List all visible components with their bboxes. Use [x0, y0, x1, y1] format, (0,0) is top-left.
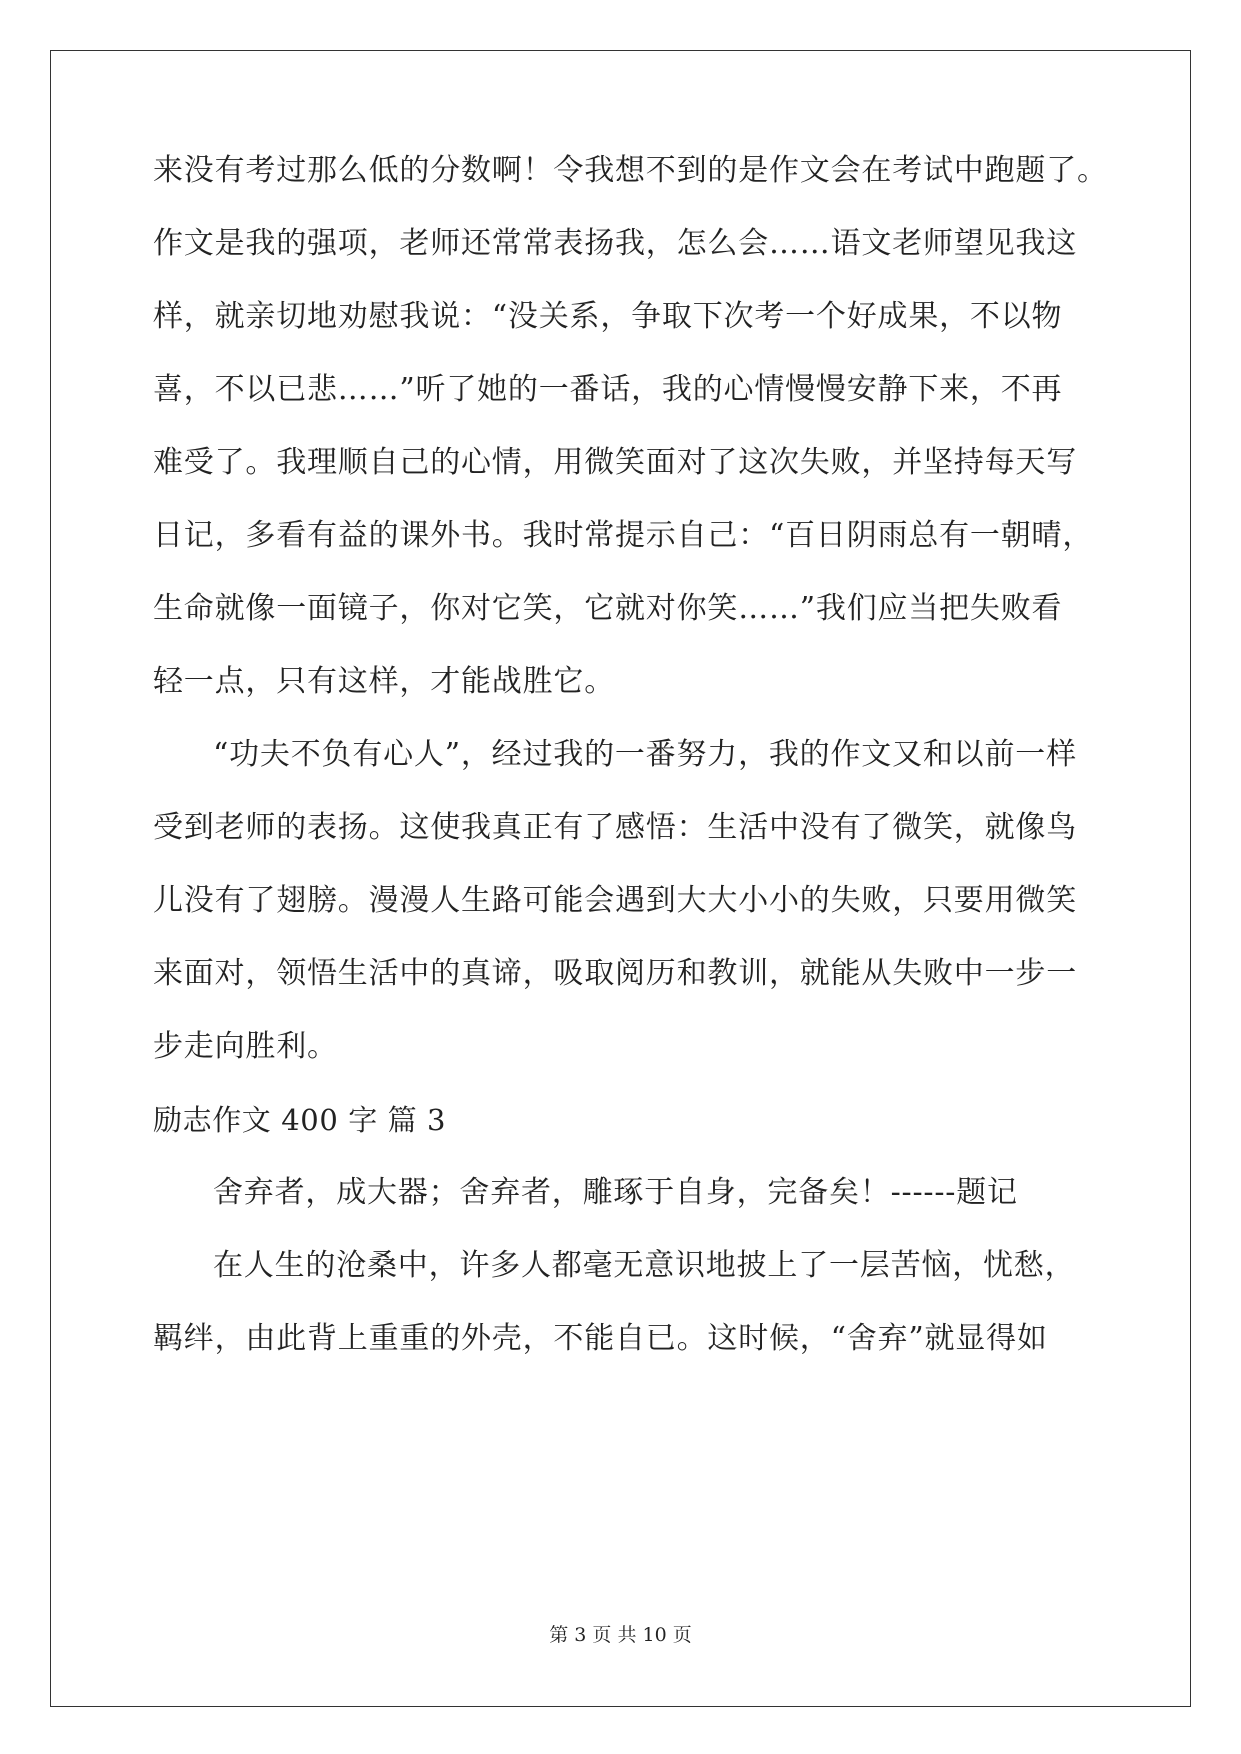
body-text-line: 儿没有了翅膀。漫漫人生路可能会遇到大大小小的失败，只要用微笑	[153, 883, 1077, 918]
body-text-line: 作文是我的强项，老师还常常表扬我，怎么会……语文老师望见我这	[153, 226, 1077, 261]
body-text-line: 步走向胜利。	[153, 1029, 338, 1064]
body-text-line: 难受了。我理顺自己的心情，用微笑面对了这次失败，并坚持每天写	[153, 445, 1077, 480]
body-text-line: 样，就亲切地劝慰我说：“没关系，争取下次考一个好成果，不以物	[153, 299, 1063, 334]
body-text-line: 日记，多看有益的课外书。我时常提示自己：“百日阴雨总有一朝晴，	[153, 518, 1094, 553]
body-text-line: 来面对，领悟生活中的真谛，吸取阅历和教训，就能从失败中一步一	[153, 956, 1077, 991]
body-text-line: 生命就像一面镜子，你对它笑，它就对你笑……”我们应当把失败看	[153, 591, 1063, 626]
epigraph: 舍弃者，成大器；舍弃者，雕琢于自身，完备矣！------题记	[213, 1175, 1018, 1210]
body-text-line: 喜，不以已悲……”听了她的一番话，我的心情慢慢安静下来，不再	[153, 372, 1063, 407]
body-text-line: “功夫不负有心人”，经过我的一番努力，我的作文又和以前一样	[213, 737, 1077, 772]
section-heading: 励志作文 400 字 篇 3	[153, 1103, 447, 1137]
body-text-line: 来没有考过那么低的分数啊！令我想不到的是作文会在考试中跑题了。	[153, 153, 1108, 188]
body-text-line: 受到老师的表扬。这使我真正有了感悟：生活中没有了微笑，就像鸟	[153, 810, 1077, 845]
body-text-line: 轻一点，只有这样，才能战胜它。	[153, 664, 615, 699]
body-text-line: 羁绊，由此背上重重的外壳，不能自已。这时候，“舍弃”就显得如	[153, 1321, 1048, 1356]
page-footer: 第 3 页 共 10 页	[549, 1624, 692, 1646]
body-text-line: 在人生的沧桑中，许多人都毫无意识地披上了一层苦恼，忧愁，	[213, 1248, 1076, 1283]
